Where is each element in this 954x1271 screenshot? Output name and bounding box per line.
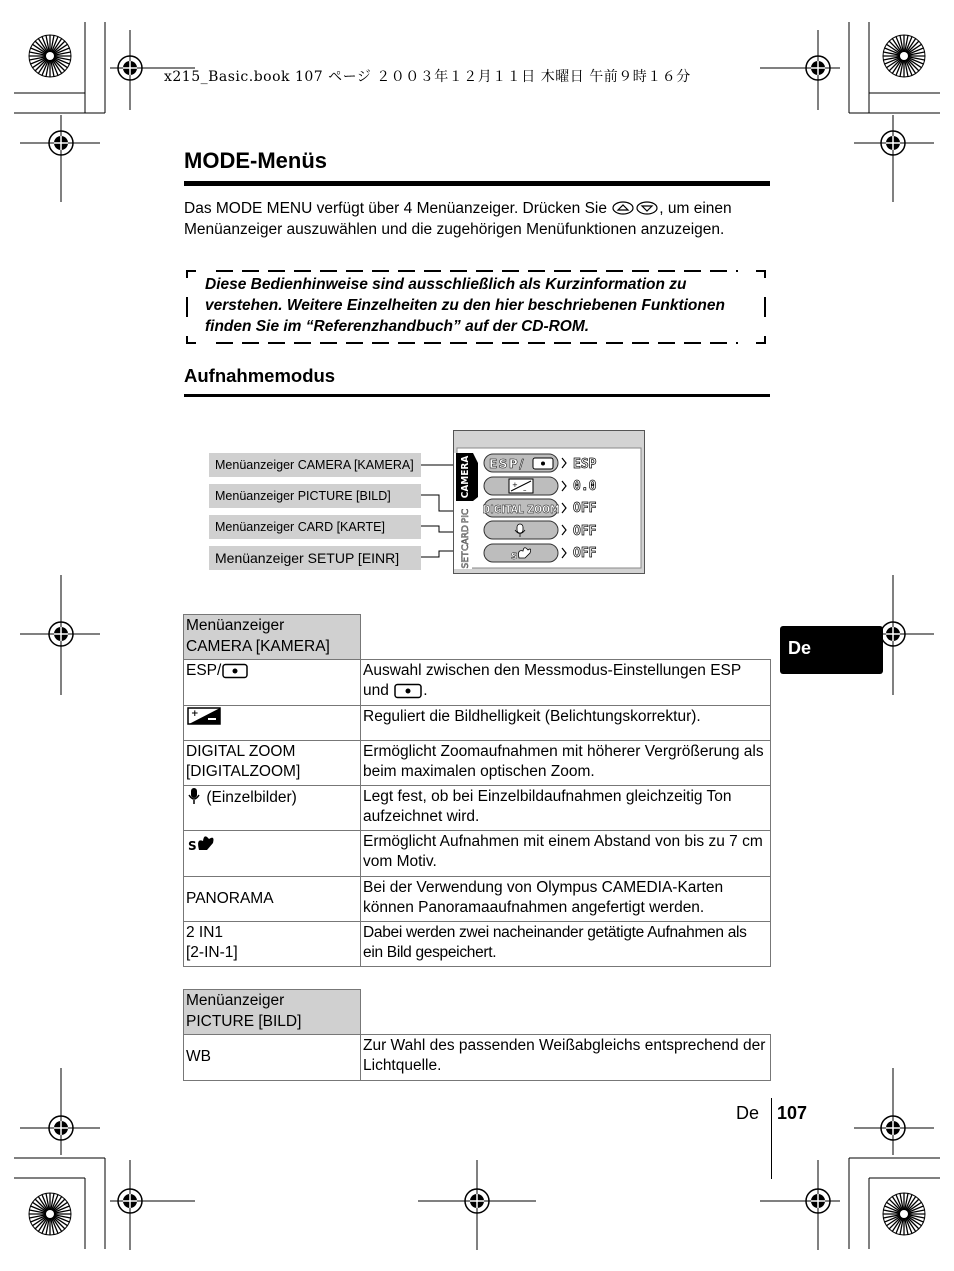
- svg-text:S: S: [511, 552, 518, 562]
- picture-menu-table: [183, 1034, 771, 1081]
- language-tab: De: [780, 626, 883, 674]
- camera-table-header-line2: CAMERA [KAMERA]: [186, 638, 330, 655]
- table-row: [184, 831, 771, 877]
- page-title: MODE-Menüs: [184, 148, 327, 173]
- spot-metering-icon: [533, 458, 553, 469]
- lcd-screen: [453, 430, 645, 574]
- tab-camera: CAMERA: [460, 455, 471, 499]
- picture-table-header-line1: Menüanzeiger: [186, 992, 285, 1009]
- lcd-row-digital-zoom: DIGITAL ZOOM: [482, 504, 560, 516]
- svg-text:–: –: [523, 486, 527, 494]
- svg-text:+: +: [512, 481, 518, 489]
- spot-metering-icon: [222, 663, 248, 679]
- lcd-value-mic: OFF: [573, 524, 597, 539]
- table-row: [184, 741, 771, 786]
- lcd-value-macro: OFF: [573, 546, 597, 561]
- footer-separator: [771, 1098, 772, 1179]
- table-row: [184, 786, 771, 831]
- lcd-value-exposure: 0.0: [573, 479, 597, 494]
- row-key-2in1-line1: 2 IN1: [186, 924, 224, 941]
- label-picture-menu: Menüanzeiger PICTURE [BILD]: [209, 484, 421, 508]
- row-value-exposure: Reguliert die Bildhelligkeit (Belichtungskorrektur).: [361, 706, 771, 741]
- intro-text: Das MODE MENU verfügt über 4 Menüanzeiger. Drücken Sie: [184, 200, 607, 217]
- page-number: 107: [777, 1103, 808, 1123]
- row-value-wb: Zur Wahl des passenden Weißabgleichs entsprechend der Lichtquelle.: [361, 1035, 771, 1081]
- table-row: [184, 706, 771, 741]
- arrow-down-button-icon: [636, 201, 658, 215]
- row-key-digital-zoom: DIGITAL ZOOM [DIGITALZOOM]: [184, 741, 361, 786]
- label-camera-menu: Menüanzeiger CAMERA [KAMERA]: [209, 453, 421, 477]
- row-key-esp: ESP/: [186, 662, 222, 679]
- label-card-menu: Menüanzeiger CARD [KARTE]: [209, 515, 421, 539]
- section-rule: [184, 394, 770, 397]
- exposure-compensation-icon: [509, 479, 533, 494]
- tab-pic: PIC: [461, 508, 471, 524]
- svg-text:S: S: [188, 839, 197, 852]
- table-row: [184, 660, 771, 706]
- lcd-value-zoom: OFF: [573, 501, 597, 516]
- super-macro-icon: [187, 832, 217, 852]
- intro-text-end: , um einen Menüanzeiger auszuwählen und die zugehörigen Menüfunktionen anzuzeigen.: [184, 200, 732, 238]
- tab-set: SET: [461, 551, 471, 569]
- row-value-panorama: Bei der Verwendung von Olympus CAMEDIA-Karten können Panoramaaufnahmen angefertigt werden.: [361, 877, 771, 922]
- table-row: [184, 877, 771, 922]
- row-value-digital-zoom: Ermöglicht Zoomaufnahmen mit höherer Vergrößerung als beim maximalen optischen Zoom.: [361, 741, 771, 786]
- table-row: [184, 922, 771, 967]
- intro-paragraph: [184, 198, 774, 240]
- spot-metering-icon: [394, 683, 422, 699]
- lcd-row-esp: ESP/: [489, 457, 526, 471]
- row-key-panorama: PANORAMA: [184, 877, 361, 922]
- row-key-sound: (Einzelbilder): [206, 789, 297, 806]
- title-rule: [184, 181, 770, 186]
- microphone-icon: [187, 787, 201, 805]
- picture-table-header-line2: PICTURE [BILD]: [186, 1013, 302, 1030]
- lcd-menu-display: [454, 431, 644, 573]
- print-header: x215_Basic.book 107 ページ ２００３年１２月１１日 木曜日 午前９時１６分: [164, 69, 691, 85]
- camera-table-header-line1: Menüanzeiger: [186, 617, 285, 634]
- exposure-compensation-icon: [187, 707, 221, 725]
- table-row: [184, 1035, 771, 1081]
- tab-card: CARD: [461, 525, 471, 551]
- row-value-2in1: Dabei werden zwei nacheinander getätigte Aufnahmen als ein Bild gespeichert.: [361, 922, 771, 967]
- row-value-sound: Legt fest, ob bei Einzelbildaufnahmen gleichzeitig Ton aufzeichnet wird.: [361, 786, 771, 831]
- svg-text:+: +: [191, 709, 199, 719]
- camera-table-header: [183, 614, 361, 660]
- footer-language: De: [736, 1103, 760, 1123]
- row-value-esp-suffix: .: [423, 682, 428, 699]
- picture-table-header: [183, 989, 361, 1035]
- lcd-value-esp: ESP: [573, 457, 597, 472]
- row-key-2in1-line2: [2-IN-1]: [186, 944, 238, 961]
- row-key-wb: WB: [184, 1035, 361, 1081]
- row-value-esp: Auswahl zwischen den Messmodus-Einstellungen ESP und: [363, 662, 741, 699]
- note-text: Diese Bedienhinweise sind ausschließlich als Kurzinformation zu verstehen. Weitere Einzelheiten zu den hier beschriebenen Funktionen finden Sie im “Referenzhandbuch” auf der CD-ROM.: [205, 276, 725, 335]
- section-title: Aufnahmemodus: [184, 365, 336, 386]
- row-value-super-macro: Ermöglicht Aufnahmen mit einem Abstand von bis zu 7 cm vom Motiv.: [361, 831, 771, 877]
- camera-menu-table: [183, 659, 771, 967]
- label-setup-menu: Menüanzeiger SETUP [EINR]: [209, 546, 421, 570]
- arrow-up-button-icon: [612, 201, 634, 215]
